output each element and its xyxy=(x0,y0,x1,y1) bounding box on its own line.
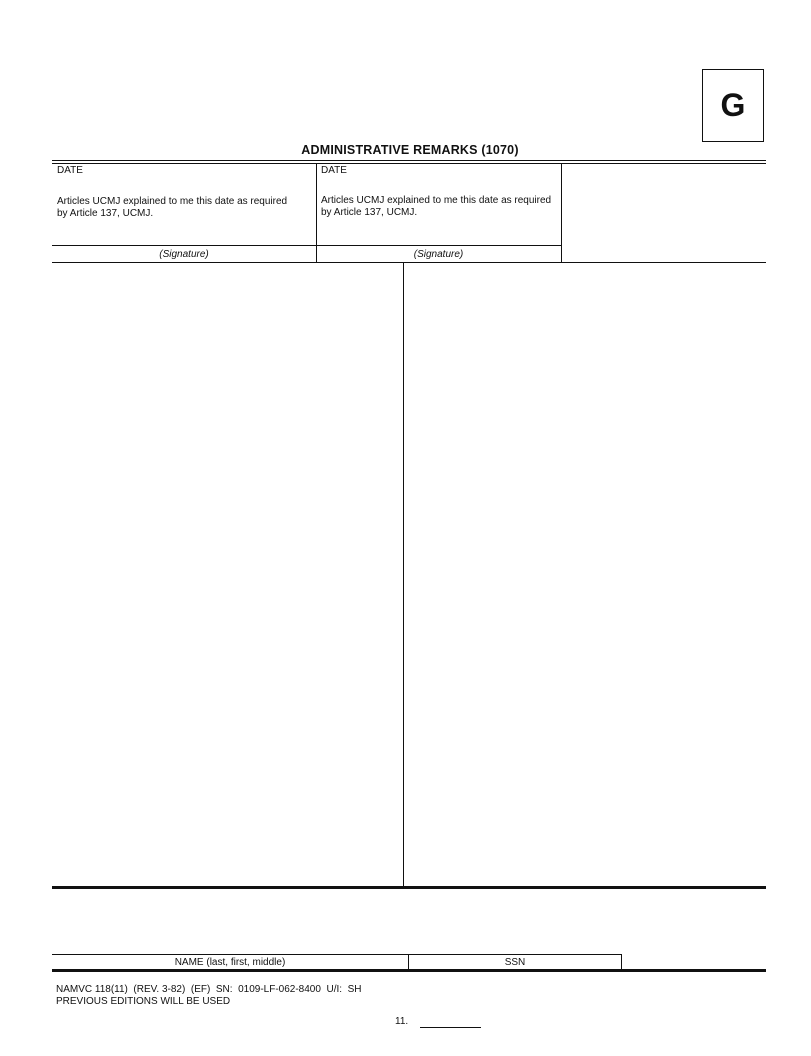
remarks-center-divider xyxy=(403,262,404,887)
title-rule-top xyxy=(52,160,766,161)
page-number-blank-line[interactable] xyxy=(420,1027,481,1028)
ucmj-box-2-signature-line[interactable] xyxy=(316,245,561,246)
ucmj-box-1-signature-line[interactable] xyxy=(52,245,316,246)
remarks-right-column[interactable] xyxy=(405,263,765,886)
editions-note: PREVIOUS EDITIONS WILL BE USED xyxy=(56,996,231,1007)
ucmj-box-1-statement: Articles UCMJ explained to me this date as required by Article 137, UCMJ. xyxy=(57,196,288,219)
ucmj-box-divider xyxy=(316,163,317,263)
ucmj-box-2-date-label: DATE xyxy=(321,165,347,176)
footer-thick-rule xyxy=(52,969,766,972)
ucmj-box-2-statement: Articles UCMJ explained to me this date as required by Article 137, UCMJ. xyxy=(321,195,552,218)
ucmj-box-1-signature-label: (Signature) xyxy=(159,249,209,260)
form-title: ADMINISTRATIVE REMARKS (1070) xyxy=(301,143,519,157)
name-field-label: NAME (last, first, middle) xyxy=(174,957,286,968)
form-id-text: NAMVC 118(11) (REV. 3-82) (EF) SN: 0109-LF-062-8400 U/I: SH xyxy=(56,984,362,995)
ucmj-box-1-date-label: DATE xyxy=(57,165,83,176)
form-section-letter: G xyxy=(702,69,764,142)
page-number: 11. xyxy=(395,1016,409,1027)
ucmj-box-right-border xyxy=(561,163,562,263)
remarks-left-column[interactable] xyxy=(52,263,402,886)
ucmj-box-2-signature-label: (Signature) xyxy=(413,249,464,260)
name-ssn-box-top xyxy=(52,954,622,955)
title-rule-bottom xyxy=(52,163,766,164)
ssn-field-label: SSN xyxy=(504,957,526,968)
name-ssn-box-right xyxy=(621,954,622,970)
remarks-bottom-rule xyxy=(52,886,766,889)
